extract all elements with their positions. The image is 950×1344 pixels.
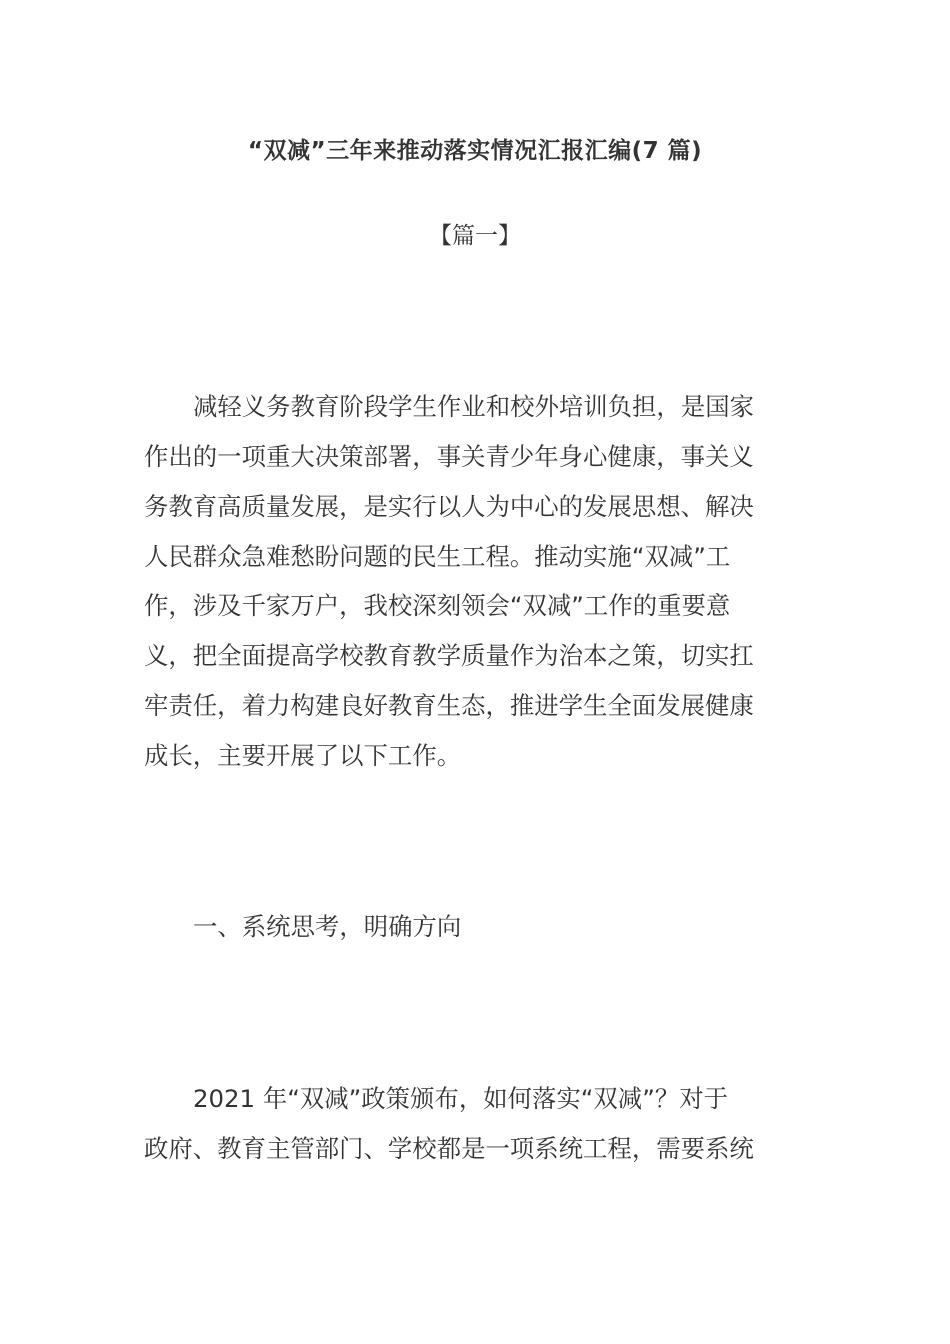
- paragraph-line: 义，把全面提高学校教育教学质量作为治本之策，切实扛: [144, 641, 754, 670]
- paragraph-line: 作，涉及千家万户，我校深刻领会“双减”工作的重要意: [144, 591, 731, 620]
- section-title: 【篇一】: [429, 223, 521, 249]
- paragraph-line: 2021 年“双减”政策颁布，如何落实“双减”？对于: [193, 1084, 729, 1113]
- paragraph-line: 政府、教育主管部门、学校都是一项系统工程，需要系统: [144, 1134, 754, 1163]
- document-title: “双减”三年来推动落实情况汇报汇编(7 篇): [247, 138, 703, 164]
- paragraph-line: 人民群众急难愁盼问题的民生工程。推动实施“双减”工: [144, 542, 731, 571]
- paragraph-line: 务教育高质量发展，是实行以人为中心的发展思想、解决: [144, 492, 754, 521]
- paragraph-line: 减轻义务教育阶段学生作业和校外培训负担，是国家: [193, 392, 754, 421]
- heading-system-thinking: 一、系统思考，明确方向: [193, 912, 462, 941]
- paragraph-line: 牢责任，着力构建良好教育生态，推进学生全面发展健康: [144, 691, 754, 720]
- paragraph-line: 作出的一项重大决策部署，事关青少年身心健康，事关义: [144, 442, 754, 471]
- paragraph-line: 成长，主要开展了以下工作。: [144, 741, 462, 770]
